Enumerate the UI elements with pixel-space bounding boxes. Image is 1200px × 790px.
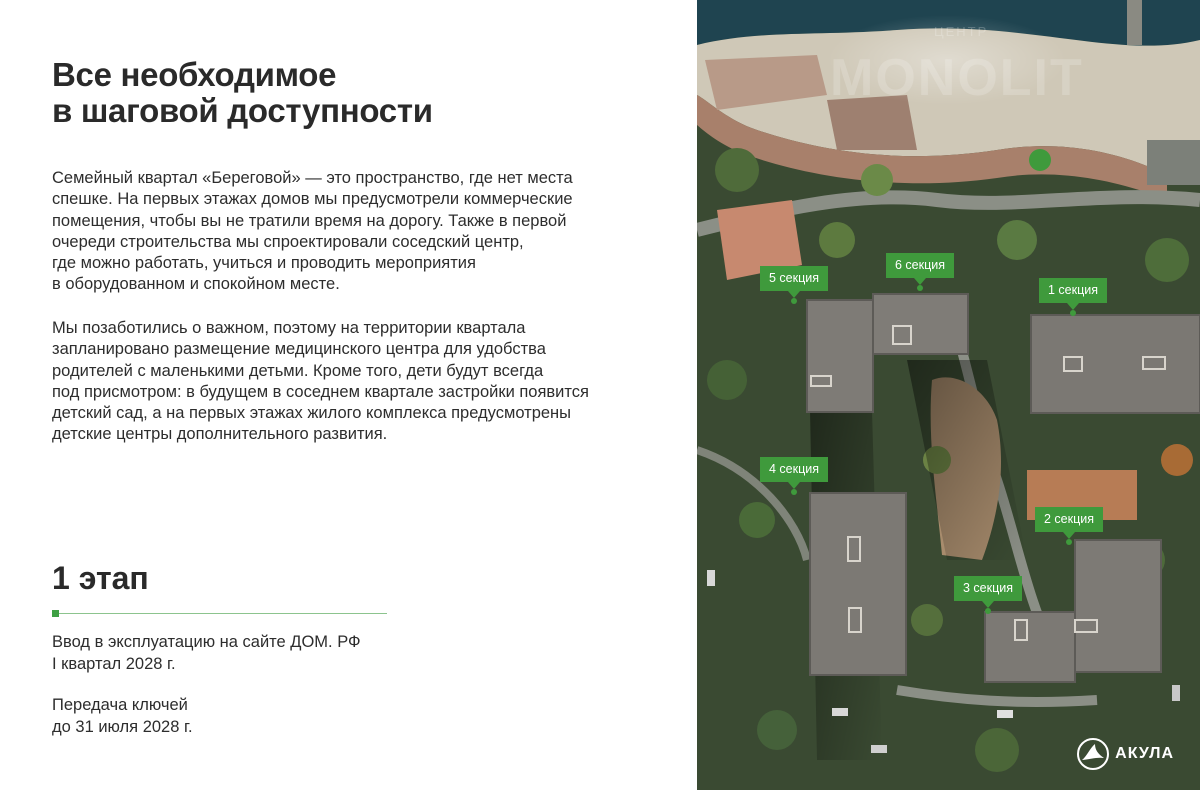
section-label-text: 3 секция	[963, 581, 1014, 595]
section-6-label[interactable]	[886, 253, 954, 278]
section-5-label[interactable]	[760, 266, 828, 291]
section-label-text: 2 секция	[1044, 512, 1095, 526]
stage-title: 1 этап	[52, 560, 149, 596]
paragraph-line: очереди строительства мы спроектировали соседский центр,	[52, 232, 524, 251]
section-label-text: 6 секция	[895, 258, 946, 272]
paragraph-line: спешке. На первых этажах домов мы предусмотрели коммерческие	[52, 190, 573, 209]
aerial-photo	[697, 0, 1200, 790]
paragraph-line: где можно работать, учиться и проводить мероприятия	[52, 254, 476, 273]
paragraph-line: детский сад, а на первых этажах жилого комплекса предусмотрены	[52, 404, 572, 423]
section-label-text: 1 секция	[1048, 283, 1099, 297]
intro-paragraph	[52, 168, 652, 296]
section-label-text: 5 секция	[769, 271, 820, 285]
map-pin	[791, 298, 797, 304]
stage-divider-marker	[52, 610, 59, 617]
care-paragraph	[52, 318, 652, 446]
commissioning-date: I квартал 2028 г.	[52, 654, 176, 673]
section-4-label[interactable]	[760, 457, 828, 482]
page-title	[52, 57, 612, 129]
keys-line: Передача ключей	[52, 696, 188, 714]
watermark-subtitle: ЦЕНТР	[934, 24, 989, 39]
map-pin	[985, 608, 991, 614]
paragraph-line: Семейный квартал «Береговой» — это пространство, где нет места	[52, 169, 573, 187]
paragraph-line: помещения, чтобы вы не тратили время на дорогу. Также в первой	[52, 211, 567, 230]
commissioning-info	[52, 632, 361, 675]
keys-info	[52, 695, 193, 738]
section-2-label[interactable]	[1035, 507, 1103, 532]
paragraph-line: родителей с маленькими детьми. Кроме того, дети будут всегда	[52, 361, 544, 380]
section-3-label[interactable]	[954, 576, 1022, 601]
paragraph-line: детские центры дополнительного развития.	[52, 425, 388, 444]
map-pin	[917, 285, 923, 291]
map-pin	[1070, 310, 1076, 316]
aerial-site-plan	[697, 0, 1200, 790]
brand-name: АКУЛА	[1115, 745, 1174, 762]
stage-divider	[54, 613, 387, 614]
section-label-text: 4 секция	[769, 462, 820, 476]
paragraph-line: в оборудованном и спокойном месте.	[52, 275, 340, 294]
paragraph-line: запланировано размещение медицинского центра для удобства	[52, 340, 546, 359]
map-pin	[791, 489, 797, 495]
keys-date: до 31 июля 2028 г.	[52, 717, 193, 736]
title-line: Все необходимое	[52, 56, 337, 93]
paragraph-line: под присмотром: в будущем в соседнем квартале застройки появится	[52, 382, 589, 401]
map-pin	[1066, 539, 1072, 545]
paragraph-line: Мы позаботились о важном, поэтому на территории квартала	[52, 319, 526, 337]
commissioning-line: Ввод в эксплуатацию на сайте ДОМ. РФ	[52, 633, 361, 651]
section-1-label[interactable]	[1039, 278, 1107, 303]
brand-logo	[1077, 738, 1174, 770]
title-line: в шаговой доступности	[52, 92, 433, 129]
shark-logo-icon	[1077, 738, 1109, 770]
watermark-logo: MONOLIT	[830, 49, 1084, 107]
